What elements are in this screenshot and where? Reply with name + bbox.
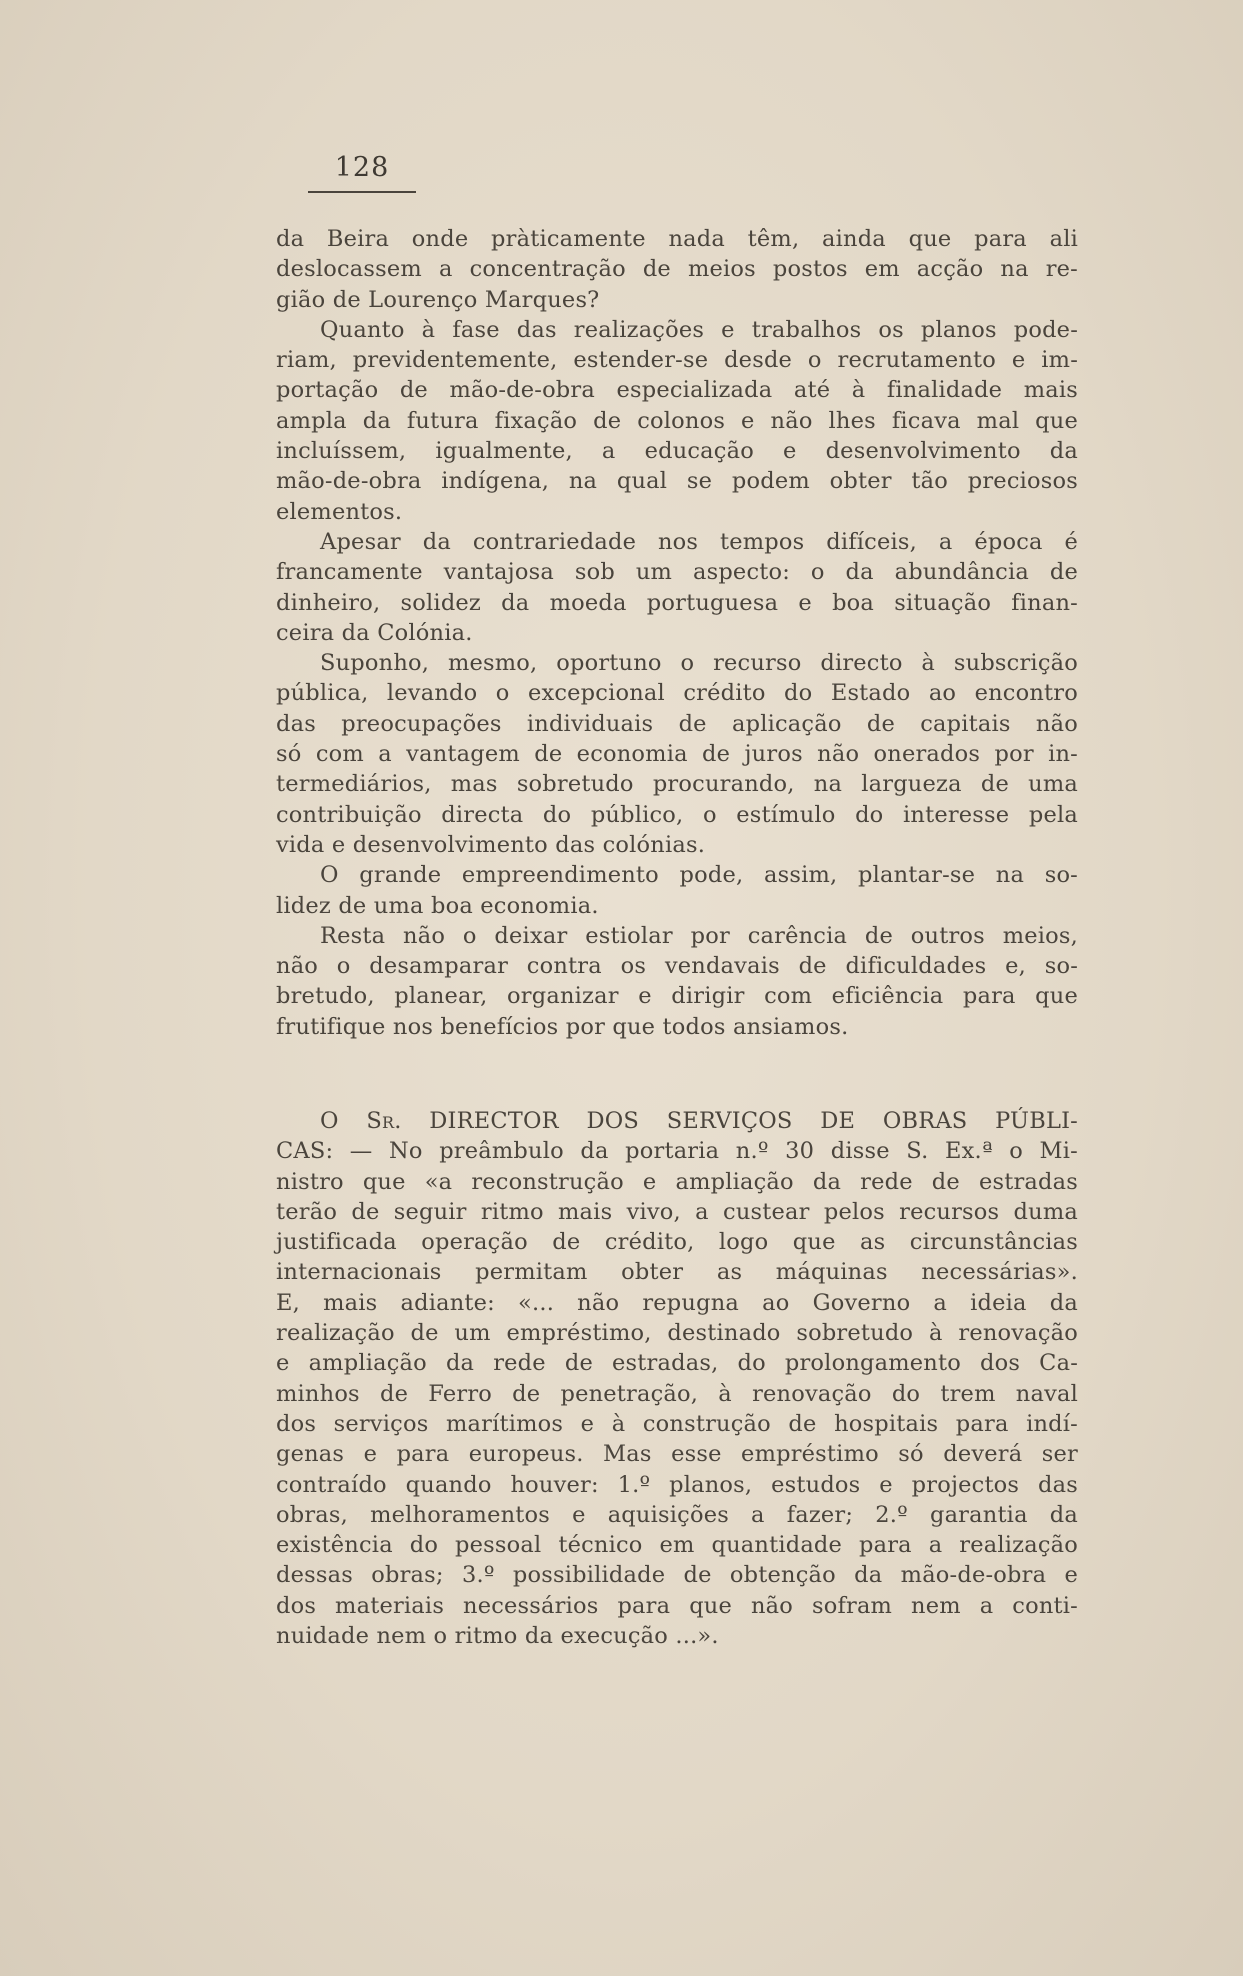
text-line: existência do pessoal técnico em quantidade para a realização: [276, 1532, 1078, 1559]
text-line: CAS: — No preâmbulo da portaria n.º 30 disse S. Ex.ª o Mi-: [276, 1138, 1078, 1165]
text-line: genas e para europeus. Mas esse empréstimo só deverá ser: [276, 1441, 1078, 1468]
text-line: dessas obras; 3.º possibilidade de obtenção da mão-de-obra e: [276, 1562, 1078, 1589]
text-line: deslocassem a concentração de meios postos em acção na re-: [276, 256, 1078, 283]
text-line: frutifique nos benefícios por que todos ansiamos.: [276, 1013, 849, 1040]
text-line: das preocupações individuais de aplicação de capitais não: [276, 710, 1078, 737]
text-line: francamente vantajosa sob um aspecto: o da abundância de: [276, 559, 1078, 586]
text-line: dos materiais necessários para que não sofram nem a conti-: [276, 1592, 1078, 1619]
speaker-prefix: O Sr.: [320, 1108, 430, 1134]
text-line: elementos.: [276, 498, 403, 525]
text-line: Suponho, mesmo, oportuno o recurso directo à subscrição: [320, 650, 1078, 677]
text-line: lidez de uma boa economia.: [276, 892, 599, 919]
text-line: termediários, mas sobretudo procurando, na largueza de uma: [276, 771, 1078, 798]
text-line: realização de um empréstimo, destinado sobretudo à renovação: [276, 1320, 1078, 1347]
text-line: minhos de Ferro de penetração, à renovação do trem naval: [276, 1380, 1078, 1407]
text-line: justificada operação de crédito, logo que as circunstâncias: [276, 1229, 1078, 1256]
text-line: gião de Lourenço Marques?: [276, 286, 600, 313]
text-line: vida e desenvolvimento das colónias.: [276, 831, 706, 858]
text-line: obras, melhoramentos e aquisições a fazer; 2.º garantia da: [276, 1501, 1078, 1528]
page-number-rule: [308, 191, 416, 193]
text-line: nistro que «a reconstrução e ampliação da rede de estradas: [276, 1168, 1078, 1195]
page-number: 128: [334, 152, 390, 183]
text-line: ampla da futura fixação de colonos e não lhes ficava mal que: [276, 407, 1078, 434]
text-line: nuidade nem o ritmo da execução ...».: [276, 1623, 719, 1650]
text-line: mão-de-obra indígena, na qual se podem obter tão preciosos: [276, 468, 1078, 495]
text-line: não o desamparar contra os vendavais de dificuldades e, so-: [276, 953, 1078, 980]
text-line: dinheiro, solidez da moeda portuguesa e boa situação finan-: [276, 589, 1078, 616]
text-line: incluíssem, igualmente, a educação e desenvolvimento da: [276, 438, 1078, 465]
text-line: e ampliação da rede de estradas, do prolongamento dos Ca-: [276, 1350, 1078, 1377]
speech-text: [276, 1106, 1078, 1651]
text-line: Quanto à fase das realizações e trabalhos os planos pode-: [320, 316, 1078, 343]
speaker-name: DIRECTOR DOS SERVIÇOS DE OBRAS PÚBLI-: [429, 1108, 1078, 1134]
text-line: terão de seguir ritmo mais vivo, a custear pelos recursos duma: [276, 1198, 1078, 1225]
text-line: pública, levando o excepcional crédito do Estado ao encontro: [276, 680, 1078, 707]
text-line: Apesar da contrariedade nos tempos difíceis, a época é: [320, 528, 1078, 555]
text-line: portação de mão-de-obra especializada até à finalidade mais: [276, 377, 1078, 404]
text-line: contribuição directa do público, o estímulo do interesse pela: [276, 801, 1078, 828]
text-line: Resta não o deixar estiolar por carência de outros meios,: [320, 922, 1078, 949]
text-line: ceira da Colónia.: [276, 619, 473, 646]
text-line: bretudo, planear, organizar e dirigir com eficiência para que: [276, 983, 1078, 1010]
text-line: dos serviços marítimos e à construção de hospitais para indí-: [276, 1410, 1078, 1437]
text-line: internacionais permitam obter as máquinas necessárias».: [276, 1259, 1078, 1286]
text-line: O grande empreendimento pode, assim, plantar-se na so-: [320, 862, 1078, 889]
text-line: contraído quando houver: 1.º planos, estudos e projectos das: [276, 1471, 1078, 1498]
text-line: E, mais adiante: «... não repugna ao Governo a ideia da: [276, 1289, 1078, 1316]
text-line: riam, previdentemente, estender-se desde o recrutamento e im-: [276, 347, 1078, 374]
text-line: da Beira onde pràticamente nada têm, ainda que para ali: [276, 226, 1078, 252]
speech-heading-line: [276, 1106, 1078, 1136]
body-text-top: [276, 224, 1078, 1042]
text-line: só com a vantagem de economia de juros não onerados por in-: [276, 741, 1078, 768]
